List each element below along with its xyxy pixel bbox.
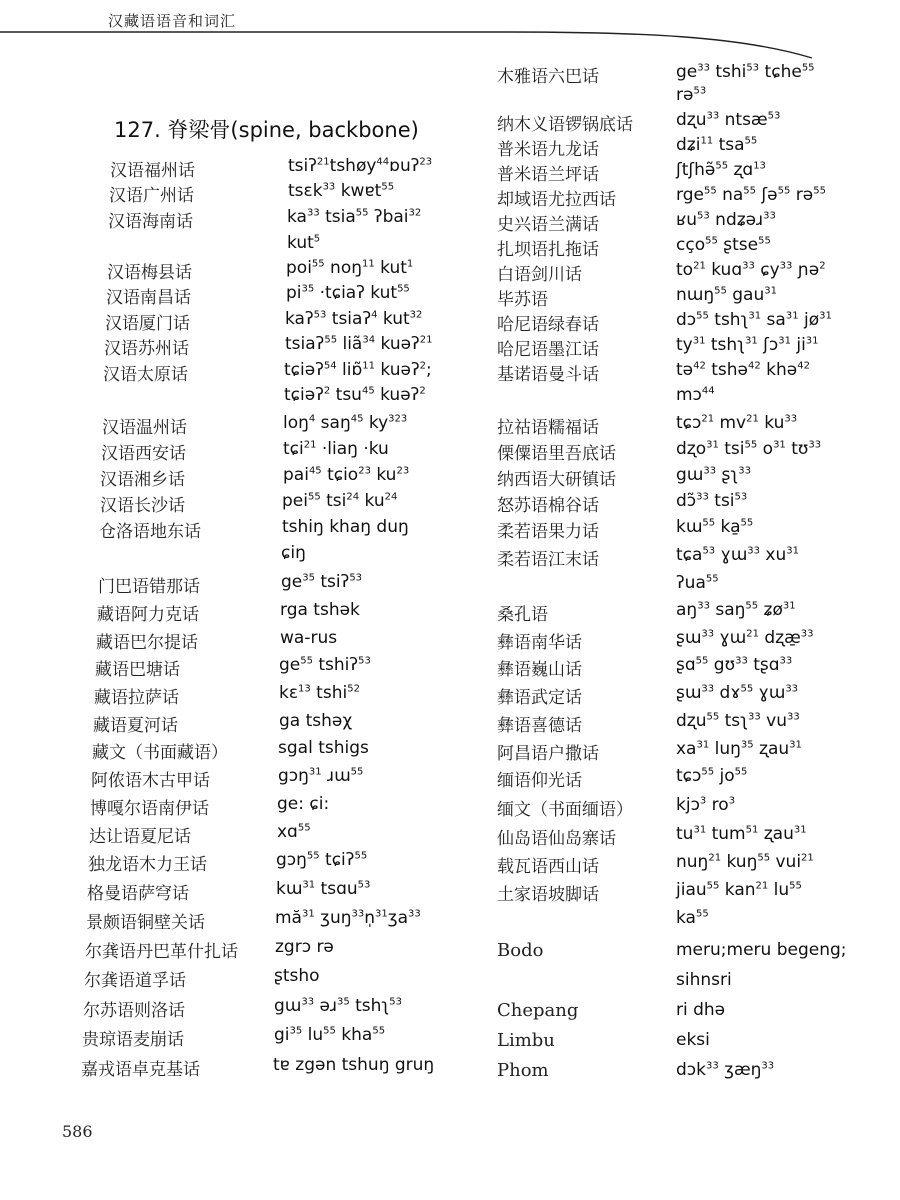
word-form: $mă^{31}$ ʒuŋ$^{33}$n̩$^{31}$ʒa$^{33}$ <box>275 908 421 928</box>
language-name: 汉语长沙话 <box>100 496 185 516</box>
language-name: 扎坝语扎拖话 <box>497 240 599 260</box>
language-name: 汉语西安话 <box>101 444 186 464</box>
word-form: tɕɔ$^{21}$ $mv^{21}$ $ku^{33}$ <box>676 413 798 433</box>
word-form: zgrɔ rə <box>275 937 334 957</box>
word-form: ʂtsho <box>274 966 320 986</box>
page-number: 586 <box>62 1122 93 1141</box>
language-name: 贵琼语麦崩话 <box>82 1030 184 1050</box>
language-name: 纳西语大研镇话 <box>497 470 616 490</box>
word-form: pei$^{55}$ tsi$^{24}$ $ku^{24}$ <box>282 491 398 511</box>
word-form: dɔ$^{55}$ tshʅ$^{31}$ $sa^{31}$ $jø^{31}$ <box>676 310 832 330</box>
language-name: 藏语阿力克话 <box>97 605 199 625</box>
language-name: 土家语坡脚话 <box>497 885 599 905</box>
word-form: xɑ$^{55}$ <box>277 822 311 842</box>
language-name: Limbu <box>497 1030 555 1051</box>
language-name: 仙岛语仙岛寨话 <box>497 829 616 849</box>
language-name: 普米语兰坪话 <box>497 165 599 185</box>
language-name: 毕苏语 <box>497 290 548 310</box>
language-name: 门巴语错那话 <box>98 577 200 597</box>
language-name: 尔龚语丹巴革什扎话 <box>85 942 238 962</box>
word-form: tɕiəʔ$^2$ tsu$^{45}$ kuəʔ$^2$ <box>284 385 426 405</box>
language-name: 史兴语兰满话 <box>497 215 599 235</box>
word-form: $to^{21}$ kuɑ$^{33}$ ɕy$^{33}$ ɲə$^2$ <box>676 260 826 280</box>
language-name: 怒苏语棉谷话 <box>497 496 599 516</box>
word-form: $pi^{35}$ ·tɕiaʔ kut$^{55}$ <box>286 283 410 303</box>
word-form: ri dhə <box>676 1000 726 1020</box>
word-form: tɕi$^{21}$ ·liaŋ ·ku <box>283 439 389 459</box>
language-name: 汉语苏州话 <box>104 339 189 359</box>
language-name: 普米语九龙话 <box>497 140 599 160</box>
word-form: rga tshək <box>280 600 360 620</box>
word-form: $xa^{31}$ luŋ$^{35}$ ʐau$^{31}$ <box>676 739 802 759</box>
word-form: eksi <box>676 1030 710 1050</box>
language-name: 汉语梅县话 <box>107 263 192 283</box>
language-name: 缅语仰光话 <box>497 771 582 791</box>
word-form: $ge^{55}$ tshiʔ$^{53}$ <box>279 655 371 675</box>
word-form: jiau$^{55}$ kan$^{21}$ $lu^{55}$ <box>676 880 802 900</box>
word-form: sgal tshigs <box>278 738 369 758</box>
word-form: ʁu$^{53}$ ndʑəɹ$^{33}$ <box>676 210 776 230</box>
language-name: 汉语南昌话 <box>106 288 191 308</box>
word-form: $ge^{33}$ tshi$^{53}$ tɕhe$^{55}$ <box>676 62 815 82</box>
word-form: $ge^{35}$ tsiʔ$^{53}$ <box>281 572 363 592</box>
word-form: rge$^{55}$ $na^{55}$ ʃə$^{55}$ rə$^{55}$ <box>676 185 826 205</box>
word-form: rə$^{53}$ <box>676 85 707 105</box>
language-name: 达让语夏尼话 <box>89 827 191 847</box>
language-name: 藏文（书面藏语） <box>92 743 228 763</box>
language-name: 基诺语曼斗话 <box>497 365 599 385</box>
word-form: ʔua$^{55}$ <box>676 573 719 593</box>
word-form: dʐu$^{55}$ tsʅ$^{33}$ $vu^{33}$ <box>676 711 800 731</box>
word-form: tɕiəʔ$^{54}$ liɒ̃$^{11}$ kuəʔ$^2$; <box>284 360 432 380</box>
language-name: 木雅语六巴话 <box>497 67 599 87</box>
language-name: 汉语厦门话 <box>105 314 190 334</box>
word-form: dɔk$^{33}$ ʒæŋ$^{33}$ <box>676 1060 775 1080</box>
word-form: ga tshəχ <box>279 711 353 731</box>
language-name: 藏语巴塘话 <box>95 660 180 680</box>
language-name: 柔若语果力话 <box>497 522 599 542</box>
language-name: 桑孔语 <box>497 605 548 625</box>
language-name: 藏语巴尔提话 <box>96 633 198 653</box>
language-name: 尔龚语道孚话 <box>84 971 186 991</box>
word-form: kɯ$^{31}$ tsɑu$^{53}$ <box>276 879 371 899</box>
language-name: 博嘎尔语南伊话 <box>90 799 209 819</box>
word-form: loŋ$^4$ saŋ$^{45}$ $ky^{323}$ <box>283 413 408 433</box>
word-form: gɯ$^{33}$ əɹ$^{35}$ tshʅ$^{53}$ <box>274 996 403 1016</box>
language-name: 阿侬语木古甲话 <box>91 771 210 791</box>
language-name: 哈尼语墨江话 <box>497 340 599 360</box>
language-name: 阿昌语户撒话 <box>497 744 599 764</box>
language-name: 汉语湘乡话 <box>100 470 185 490</box>
word-form: poi$^{55}$ noŋ$^{11}$ kut$^1$ <box>286 258 414 278</box>
language-name: 傈僳语里吾底话 <box>497 444 616 464</box>
word-form: mɔ$^{44}$ <box>676 385 715 405</box>
word-form: gɯ$^{33}$ ʂʅ$^{33}$ <box>676 465 751 485</box>
word-form: $aŋ^{33}$ saŋ$^{55}$ ʑø$^{31}$ <box>676 600 796 620</box>
language-name: 仓洛语地东话 <box>99 522 201 542</box>
word-form: tɕɔ$^{55}$ $jo^{55}$ <box>676 766 748 786</box>
language-name: Bodo <box>497 940 544 961</box>
language-name: 柔若语江末话 <box>497 550 599 570</box>
language-name: 拉祜语糯福话 <box>497 418 599 438</box>
language-name: 彝语喜德话 <box>497 716 582 736</box>
word-form: ʃtʃhə̃$^{55}$ ʐɑ$^{13}$ <box>676 160 766 180</box>
word-form: kut$^5$ <box>287 233 321 253</box>
language-name: Phom <box>497 1060 549 1081</box>
word-form: pai$^{45}$ tɕio$^{23}$ $ku^{23}$ <box>283 465 410 485</box>
language-name: 彝语南华话 <box>497 633 582 653</box>
word-form: kjɔ$^3$ $ro^3$ <box>676 795 736 815</box>
language-name: 嘉戎语卓克基话 <box>81 1060 200 1080</box>
word-form: $tu^{31}$ tum$^{51}$ ʐau$^{31}$ <box>676 824 807 844</box>
word-form: dʐo$^{31}$ tsi$^{55}$ $o^{31}$ tʊ$^{33}$ <box>676 439 822 459</box>
language-name: 独龙语木力王话 <box>88 855 207 875</box>
language-name: 汉语太原话 <box>103 365 188 385</box>
word-form: tshiŋ khaŋ duŋ <box>282 517 409 537</box>
language-name: 汉语海南话 <box>108 212 193 232</box>
word-form: ʂɯ$^{33}$ ɣɯ$^{21}$ dʐæ̱$^{33}$ <box>676 628 814 648</box>
word-form: tə$^{42}$ tshə$^{42}$ khə$^{42}$ <box>676 360 810 380</box>
language-name: 却域语尤拉西话 <box>497 190 616 210</box>
word-form: tɕa$^{53}$ ɣɯ$^{33}$ $xu^{31}$ <box>676 545 799 565</box>
language-name: 纳木义语锣锅底话 <box>497 115 633 135</box>
word-form: gɔŋ$^{55}$ tɕiʔ$^{55}$ <box>276 850 368 870</box>
word-form: cço$^{55}$ ʂtse$^{55}$ <box>676 235 771 255</box>
language-name: 景颇语铜壁关话 <box>86 913 205 933</box>
word-form: kɛ$^{13}$ tshi$^{52}$ <box>279 683 360 703</box>
language-name: 格曼语萨穹话 <box>87 884 189 904</box>
language-name: 藏语夏河话 <box>93 716 178 736</box>
word-form: dʑi$^{11}$ tsa$^{55}$ <box>676 135 758 155</box>
language-name: 藏语拉萨话 <box>94 688 179 708</box>
section-title: 127. 脊梁骨(spine, backbone) <box>114 118 419 142</box>
word-form: ge: ɕi: <box>277 794 330 814</box>
language-name: 彝语巍山话 <box>497 660 582 680</box>
word-form: dɔ̃$^{33}$ tsi$^{53}$ <box>676 491 748 511</box>
language-name: 哈尼语绿春话 <box>497 315 599 335</box>
language-name: 尔苏语则洛话 <box>83 1001 185 1021</box>
word-form: ʂɑ$^{55}$ gʊ$^{33}$ tʂɑ$^{33}$ <box>676 655 793 675</box>
word-form: tsiaʔ$^{55}$ liã$^{34}$ kuəʔ$^{21}$ <box>285 334 433 354</box>
word-form: sihnsri <box>676 970 732 990</box>
word-form: nɯŋ$^{55}$ gau$^{31}$ <box>676 285 777 305</box>
language-name: 彝语武定话 <box>497 688 582 708</box>
word-form: meru;meru begeng; <box>676 940 847 960</box>
word-form: $ty^{31}$ tshʅ$^{31}$ ʃɔ$^{31}$ $ji^{31}$ <box>676 335 819 355</box>
word-form: ɕiŋ <box>281 543 306 563</box>
running-header: 汉藏语语音和词汇 <box>108 12 237 30</box>
word-form: tɐ zgən tshuŋ gruŋ <box>273 1055 435 1075</box>
word-form: $ka^{33}$ tsia$^{55}$ ʔbai$^{32}$ <box>287 207 422 227</box>
word-form: kaʔ$^{53}$ tsiaʔ$^4$ kut$^{32}$ <box>285 309 423 329</box>
language-name: 载瓦语西山话 <box>497 857 599 877</box>
word-form: wa-rus <box>280 628 338 648</box>
language-name: Chepang <box>497 1000 579 1021</box>
word-form: tsɛk$^{33}$ kwɐt$^{55}$ <box>288 181 395 201</box>
language-name: 汉语广州话 <box>109 186 194 206</box>
language-name: 汉语福州话 <box>110 161 195 181</box>
language-name: 白语剑川话 <box>497 265 582 285</box>
word-form: kɯ$^{55}$ ka̱$^{55}$ <box>676 517 754 537</box>
word-form: nuŋ$^{21}$ kuŋ$^{55}$ vui$^{21}$ <box>676 852 814 872</box>
word-form: $gi^{35}$ $lu^{55}$ kha$^{55}$ <box>274 1025 386 1045</box>
language-name: 缅文（书面缅语） <box>497 800 633 820</box>
language-name: 汉语温州话 <box>102 418 187 438</box>
word-form: gɔŋ$^{31}$ ɹɯ$^{55}$ <box>278 766 364 786</box>
word-form: $ka^{55}$ <box>676 908 709 928</box>
word-form: dʐu$^{33}$ ntsæ$^{53}$ <box>676 110 781 130</box>
word-form: ʂɯ$^{33}$ dɤ$^{55}$ ɣɯ$^{33}$ <box>676 683 799 703</box>
word-form: tsiʔ$^{21}$tshøy$^{44}$ɒuʔ$^{23}$ <box>288 156 433 176</box>
